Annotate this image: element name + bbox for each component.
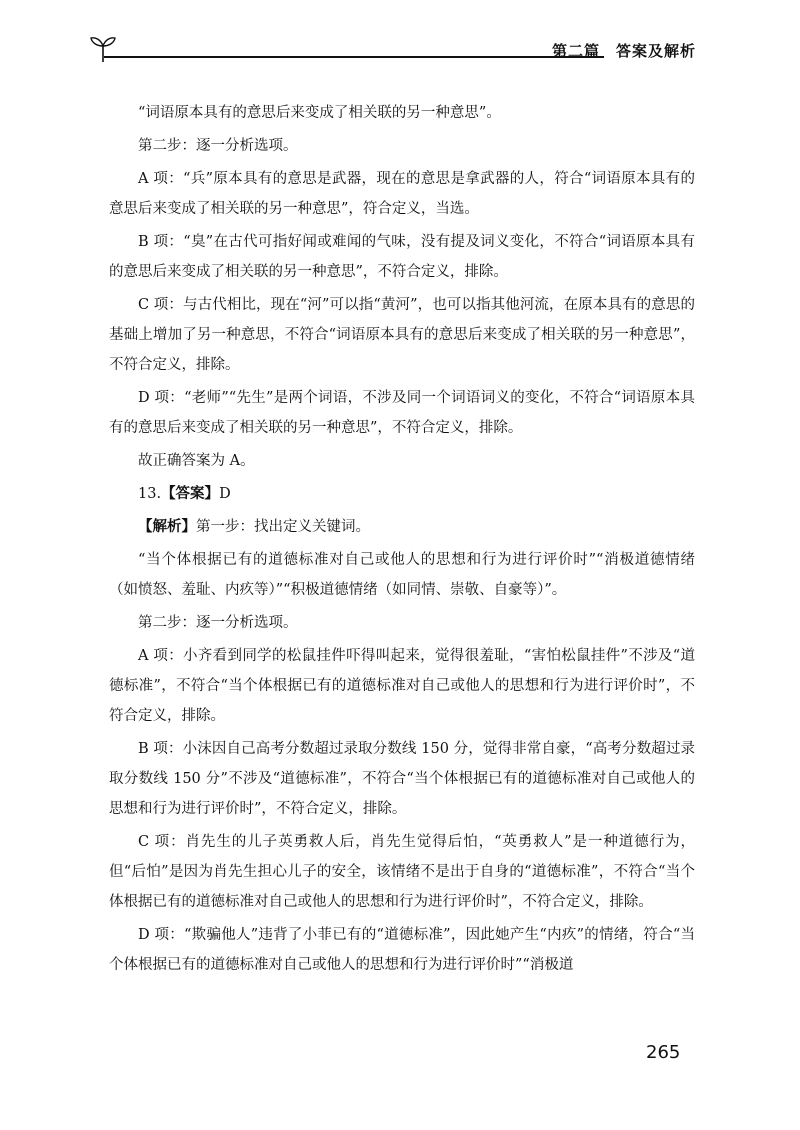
paragraph: C 项：与古代相比，现在“河”可以指“黄河”，也可以指其他河流，在原本具有的意思的基础上增加了另一种意思，不符合“词语原本具有的意思后来变成了相关联的另一种意思”，不符合定义，排除。 bbox=[109, 297, 695, 373]
paragraph: D 项：“老师”“先生”是两个词语，不涉及同一个词语词义的变化，不符合“词语原本具有的意思后来变成了相关联的另一种意思”，不符合定义，排除。 bbox=[109, 390, 695, 436]
page-body bbox=[109, 98, 695, 983]
analysis-line bbox=[109, 512, 695, 542]
header-rule bbox=[104, 56, 604, 58]
section-title: 第二篇 答案及解析 bbox=[551, 42, 696, 60]
paragraph: 第二步：逐一分析选项。 bbox=[138, 615, 298, 631]
paragraph: A 项：“兵”原本具有的意思是武器，现在的意思是拿武器的人，符合“词语原本具有的意思后来变成了相关联的另一种意思”，符合定义，当选。 bbox=[109, 171, 695, 217]
page-number: 265 bbox=[646, 1042, 681, 1063]
paragraph: D 项：“欺骗他人”违背了小菲已有的“道德标准”，因此她产生“内疚”的情绪，符合“当个体根据已有的道德标准对自己或他人的思想和行为进行评价时”“消极道 bbox=[109, 927, 695, 973]
analysis-step: 第一步：找出定义关键词。 bbox=[196, 519, 370, 535]
running-header bbox=[86, 30, 696, 70]
question-answer-line bbox=[109, 479, 695, 509]
sprout-icon bbox=[86, 34, 120, 64]
answer-label: 【答案】 bbox=[161, 486, 220, 502]
paragraph: “当个体根据已有的道德标准对自己或他人的思想和行为进行评价时”“消极道德情绪（如愤怒、羞耻、内疚等）”“积极道德情绪（如同情、崇敬、自豪等）”。 bbox=[109, 552, 695, 598]
paragraph: 故正确答案为 A。 bbox=[138, 453, 255, 469]
paragraph: 第二步：逐一分析选项。 bbox=[138, 138, 298, 154]
question-number: 13. bbox=[138, 486, 162, 502]
paragraph: B 项：“臭”在古代可指好闻或难闻的气味，没有提及词义变化，不符合“词语原本具有的意思后来变成了相关联的另一种意思”，不符合定义，排除。 bbox=[109, 234, 695, 280]
answer-value: D bbox=[219, 486, 231, 502]
paragraph: A 项：小齐看到同学的松鼠挂件吓得叫起来，觉得很羞耻，“害怕松鼠挂件”不涉及“道德标准”，不符合“当个体根据已有的道德标准对自己或他人的思想和行为进行评价时”，不符合定义，排除。 bbox=[109, 648, 695, 724]
analysis-label: 【解析】 bbox=[138, 519, 196, 535]
paragraph: B 项：小沫因自己高考分数超过录取分数线 150 分，觉得非常自豪，“高考分数超过录取分数线 150 分”不涉及“道德标准”，不符合“当个体根据已有的道德标准对自己或他人的思想和行为进行评价时”，不符合定义，排除。 bbox=[109, 741, 695, 817]
paragraph: “词语原本具有的意思后来变成了相关联的另一种意思”。 bbox=[138, 105, 501, 121]
paragraph: C 项：肖先生的儿子英勇救人后，肖先生觉得后怕，“英勇救人”是一种道德行为，但“后怕”是因为肖先生担心儿子的安全，该情绪不是出于自身的“道德标准”，不符合“当个体根据已有的道德标准对自己或他人的思想和行为进行评价时”，不符合定义，排除。 bbox=[109, 834, 695, 910]
